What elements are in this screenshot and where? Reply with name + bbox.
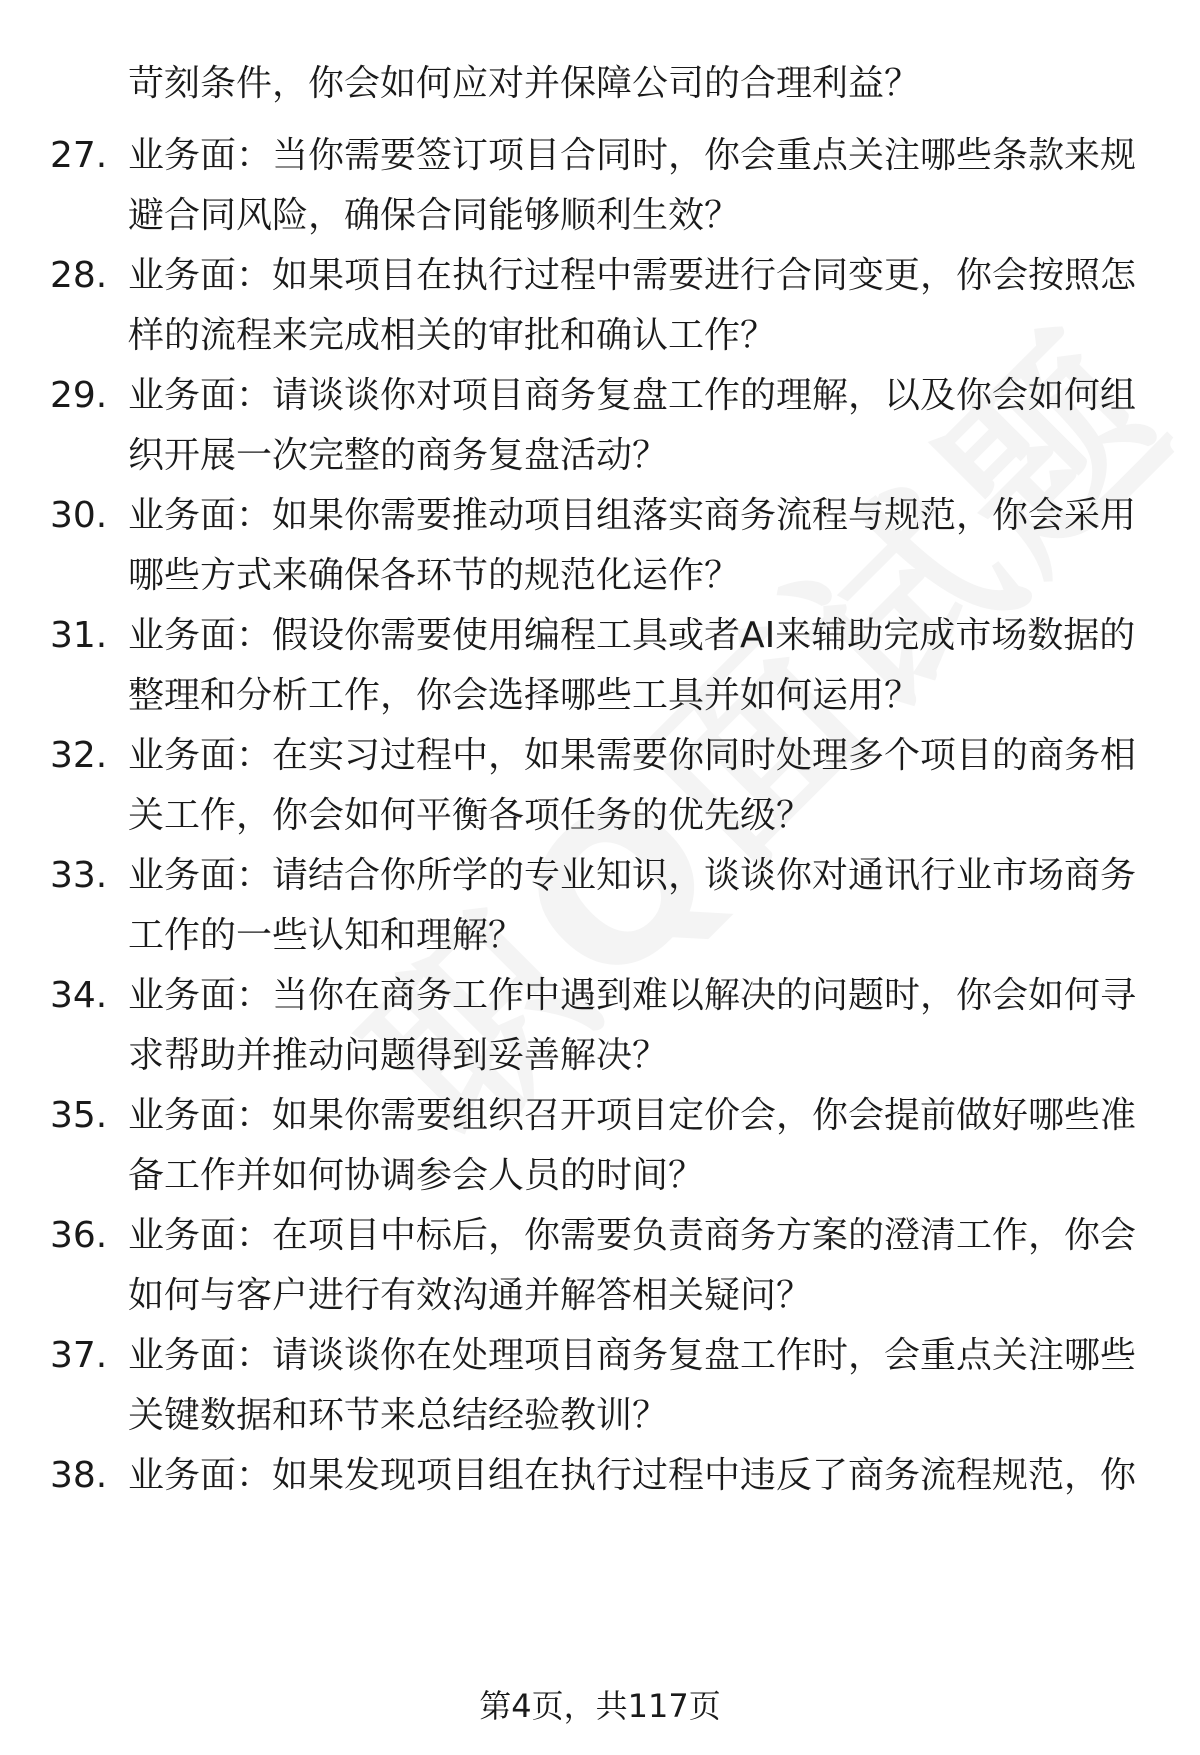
question-text [128,246,1148,366]
question-number: 28. [50,255,108,296]
question-line: 业务面：如果你需要推动项目组落实商务流程与规范，你会采用 [128,495,1137,536]
question-number: 31. [50,615,108,656]
question-line: 避合同风险，确保合同能够顺利生效？ [128,195,741,236]
question-line: 哪些方式来确保各环节的规范化运作？ [128,555,741,596]
question-line: 业务面：请谈谈你在处理项目商务复盘工作时，会重点关注哪些 [128,1335,1137,1376]
question-line: 织开展一次完整的商务复盘活动？ [128,435,669,476]
question-text [128,1326,1148,1446]
question-number: 29. [50,375,108,416]
question-line: 关工作，你会如何平衡各项任务的优先级？ [128,795,813,836]
question-number: 34. [50,975,108,1016]
continued-question-text: 苛刻条件，你会如何应对并保障公司的合理利益？ [128,63,921,104]
question-number: 38. [50,1455,108,1496]
question-line: 工作的一些认知和理解？ [128,915,525,956]
question-number: 33. [50,855,108,896]
question-line: 业务面：在实习过程中，如果需要你同时处理多个项目的商务相 [128,735,1137,776]
question-line: 业务面：当你需要签订项目合同时，你会重点关注哪些条款来规 [128,135,1137,176]
question-text [128,966,1148,1086]
question-line: 业务面：如果你需要组织召开项目定价会，你会提前做好哪些准 [128,1095,1137,1136]
question-text [128,486,1148,606]
question-line: 样的流程来完成相关的审批和确认工作？ [128,315,777,356]
question-number: 32. [50,735,108,776]
question-number: 30. [50,495,108,536]
question-line: 如何与客户进行有效沟通并解答相关疑问？ [128,1275,813,1316]
question-number: 35. [50,1095,108,1136]
question-text [128,1446,1148,1506]
question-text [128,726,1148,846]
question-line: 备工作并如何协调参会人员的时间？ [128,1155,705,1196]
question-text [128,846,1148,966]
page-number-footer: 第4页，共117页 [479,1687,721,1725]
question-line: 业务面：在项目中标后，你需要负责商务方案的澄清工作，你会 [128,1215,1137,1256]
question-line: 业务面：当你在商务工作中遇到难以解决的问题时，你会如何寻 [128,975,1137,1016]
question-text [128,606,1148,726]
question-text [128,126,1148,246]
question-line: 业务面：假设你需要使用编程工具或者AI来辅助完成市场数据的 [128,615,1136,656]
question-text [128,366,1148,486]
question-line: 业务面：请谈谈你对项目商务复盘工作的理解，以及你会如何组 [128,375,1137,416]
question-line: 整理和分析工作，你会选择哪些工具并如何运用？ [128,675,921,716]
question-text [128,1206,1148,1326]
question-text [128,1086,1148,1206]
question-number: 37. [50,1335,108,1376]
question-line: 业务面：请结合你所学的专业知识，谈谈你对通讯行业市场商务 [128,855,1137,896]
question-line: 业务面：如果项目在执行过程中需要进行合同变更，你会按照怎 [128,255,1137,296]
question-number: 27. [50,135,108,176]
question-line: 求帮助并推动问题得到妥善解决？ [128,1035,669,1076]
question-number: 36. [50,1215,108,1256]
question-line: 关键数据和环节来总结经验教训？ [128,1395,669,1436]
question-line: 业务面：如果发现项目组在执行过程中违反了商务流程规范，你 [128,1455,1137,1496]
